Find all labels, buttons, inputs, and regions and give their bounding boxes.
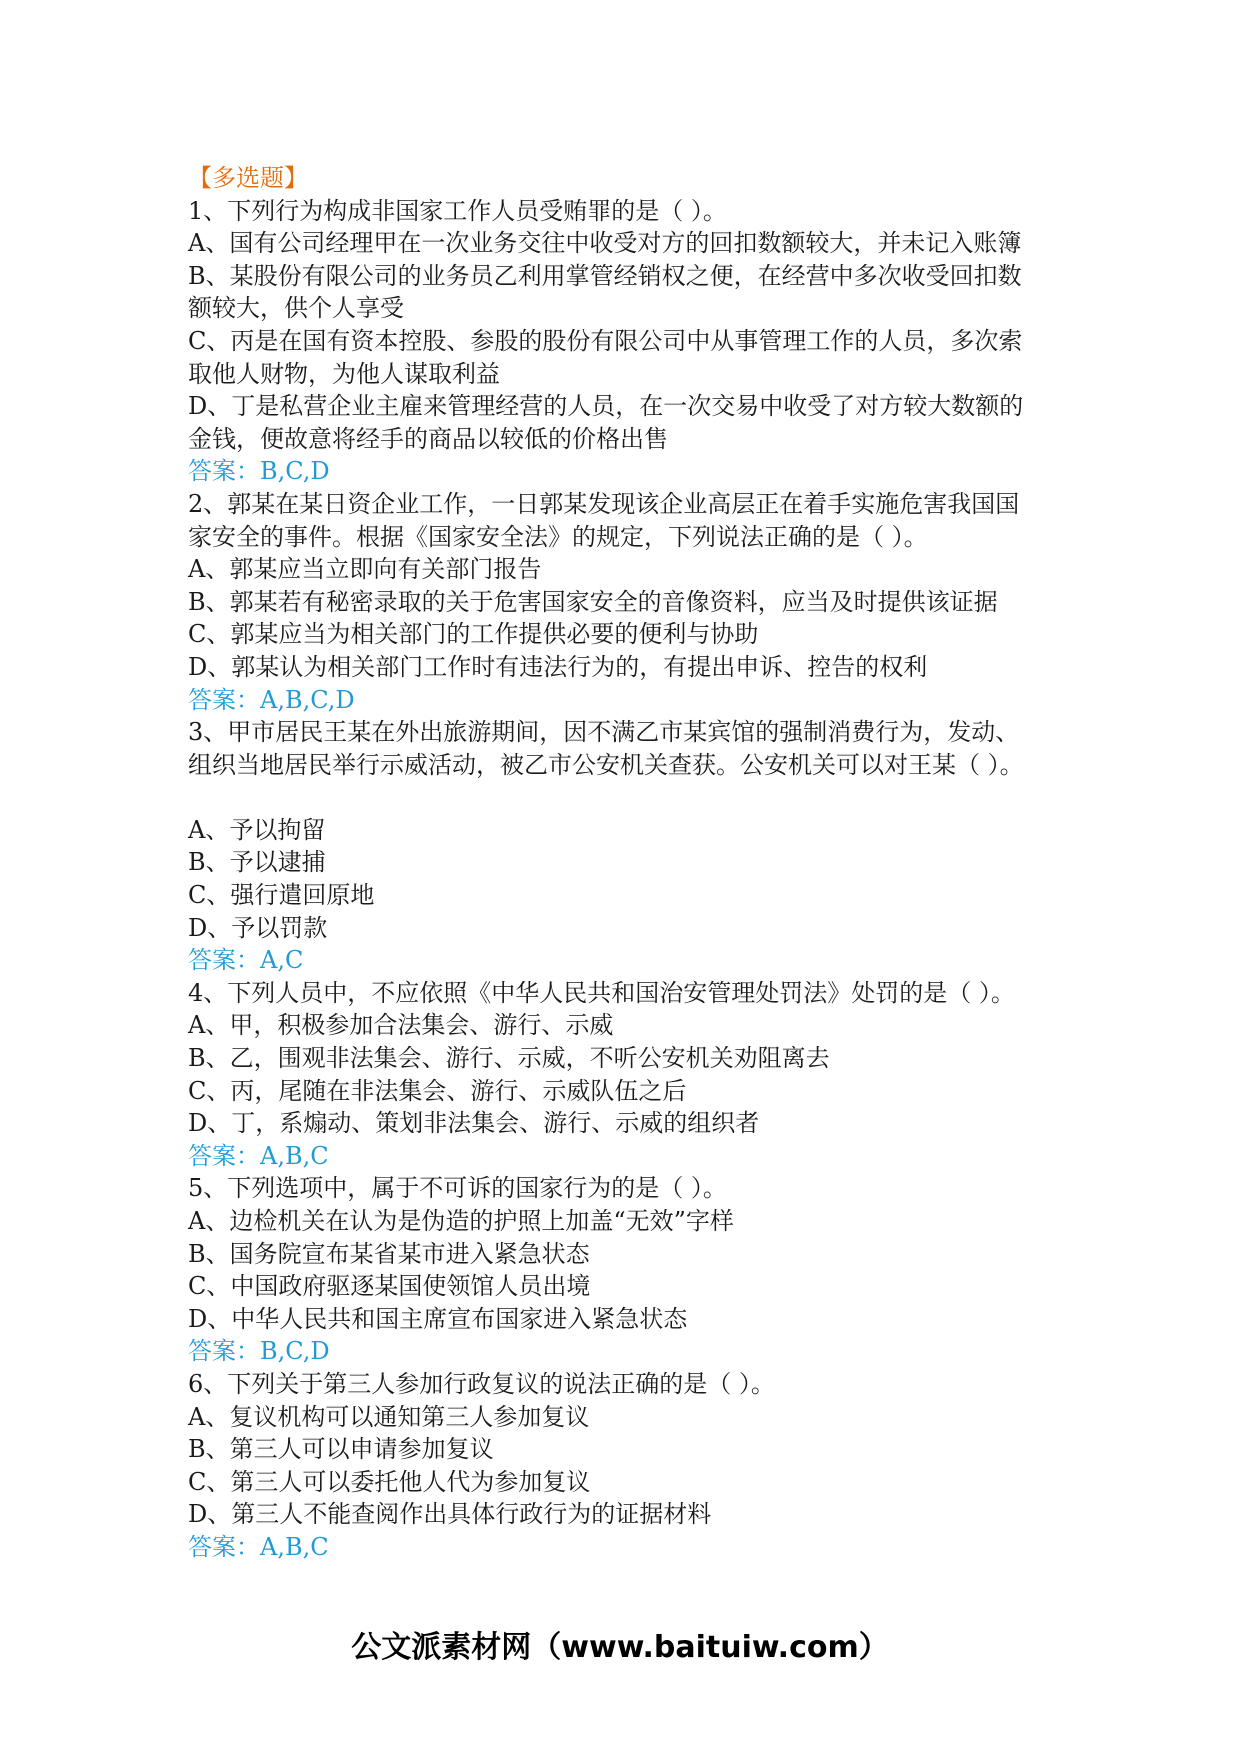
option-line: B、予以逮捕 bbox=[188, 848, 326, 877]
question-line: 1、下列行为构成非国家工作人员受贿罪的是（ ）。 bbox=[188, 196, 727, 225]
option-line: C、中国政府驱逐某国使领馆人员出境 bbox=[188, 1272, 591, 1301]
option-line: 额较大，供个人享受 bbox=[188, 294, 404, 323]
option-line: B、某股份有限公司的业务员乙利用掌管经销权之便，在经营中多次收受回扣数 bbox=[188, 261, 1022, 290]
option-line: A、国有公司经理甲在一次业务交往中收受对方的回扣数额较大，并未记入账簿 bbox=[188, 229, 1022, 258]
question-block bbox=[188, 1172, 1088, 1368]
option-line: C、第三人可以委托他人代为参加复议 bbox=[188, 1467, 591, 1496]
question-line: 4、下列人员中，不应依照《中华人民共和国治安管理处罚法》处罚的是（ ）。 bbox=[188, 978, 1015, 1007]
question-line: 5、下列选项中，属于不可诉的国家行为的是（ ）。 bbox=[188, 1174, 727, 1203]
answer-line: 答案：A,B,C,D bbox=[188, 685, 355, 714]
question-block bbox=[188, 488, 1088, 716]
option-line: C、郭某应当为相关部门的工作提供必要的便利与协助 bbox=[188, 620, 759, 649]
option-line: B、国务院宣布某省某市进入紧急状态 bbox=[188, 1239, 590, 1268]
option-line: B、第三人可以申请参加复议 bbox=[188, 1435, 494, 1464]
section-heading: 【多选题】 bbox=[188, 164, 308, 192]
question-line: 组织当地居民举行示威活动，被乙市公安机关查获。公安机关可以对王某（ ）。 bbox=[188, 750, 1024, 779]
answer-line: 答案：A,B,C bbox=[188, 1141, 329, 1170]
document-body bbox=[188, 162, 1088, 1564]
option-line: A、甲，积极参加合法集会、游行、示威 bbox=[188, 1011, 614, 1040]
option-line: A、复议机构可以通知第三人参加复议 bbox=[188, 1402, 590, 1431]
option-line: B、乙，围观非法集会、游行、示威，不听公安机关劝阻离去 bbox=[188, 1044, 830, 1073]
question-block bbox=[188, 1368, 1088, 1564]
question-block bbox=[188, 977, 1088, 1173]
option-line: 取他人财物，为他人谋取利益 bbox=[188, 359, 500, 388]
question-block bbox=[188, 195, 1088, 488]
option-line: D、第三人不能查阅作出具体行政行为的证据材料 bbox=[188, 1500, 712, 1529]
option-line: A、边检机关在认为是伪造的护照上加盖“无效”字样 bbox=[188, 1207, 734, 1235]
question-line: 家安全的事件。根据《国家安全法》的规定，下列说法正确的是（ ）。 bbox=[188, 522, 928, 551]
page-footer: 公文派素材网（www.baituiw.com） bbox=[351, 1630, 889, 1665]
option-line: C、丙是在国有资本控股、参股的股份有限公司中从事管理工作的人员，多次索 bbox=[188, 326, 1023, 355]
option-line: C、丙，尾随在非法集会、游行、示威队伍之后 bbox=[188, 1076, 687, 1105]
question-line: 2、郭某在某日资企业工作，一日郭某发现该企业高层正在着手实施危害我国国 bbox=[188, 489, 1020, 518]
answer-line: 答案：B,C,D bbox=[188, 457, 330, 486]
option-line: C、强行遣回原地 bbox=[188, 881, 375, 910]
option-line: B、郭某若有秘密录取的关于危害国家安全的音像资料，应当及时提供该证据 bbox=[188, 587, 998, 616]
answer-line: 答案：A,B,C bbox=[188, 1532, 329, 1561]
option-line: D、予以罚款 bbox=[188, 913, 328, 942]
option-line: D、中华人民共和国主席宣布国家进入紧急状态 bbox=[188, 1304, 688, 1333]
option-line: D、丁是私营企业主雇来管理经营的人员，在一次交易中收受了对方较大数额的 bbox=[188, 392, 1024, 421]
blank-line bbox=[188, 781, 1088, 814]
option-line: 金钱，便故意将经手的商品以较低的价格出售 bbox=[188, 424, 668, 453]
answer-line: 答案：B,C,D bbox=[188, 1337, 330, 1366]
option-line: A、予以拘留 bbox=[188, 815, 326, 844]
question-line: 6、下列关于第三人参加行政复议的说法正确的是（ ）。 bbox=[188, 1369, 775, 1398]
option-line: D、郭某认为相关部门工作时有违法行为的，有提出申诉、控告的权利 bbox=[188, 652, 928, 681]
question-block bbox=[188, 716, 1088, 977]
option-line: A、郭某应当立即向有关部门报告 bbox=[188, 555, 542, 584]
option-line: D、丁，系煽动、策划非法集会、游行、示威的组织者 bbox=[188, 1109, 760, 1138]
question-line: 3、甲市居民王某在外出旅游期间，因不满乙市某宾馆的强制消费行为，发动、 bbox=[188, 718, 1020, 747]
answer-line: 答案：A,C bbox=[188, 946, 304, 975]
